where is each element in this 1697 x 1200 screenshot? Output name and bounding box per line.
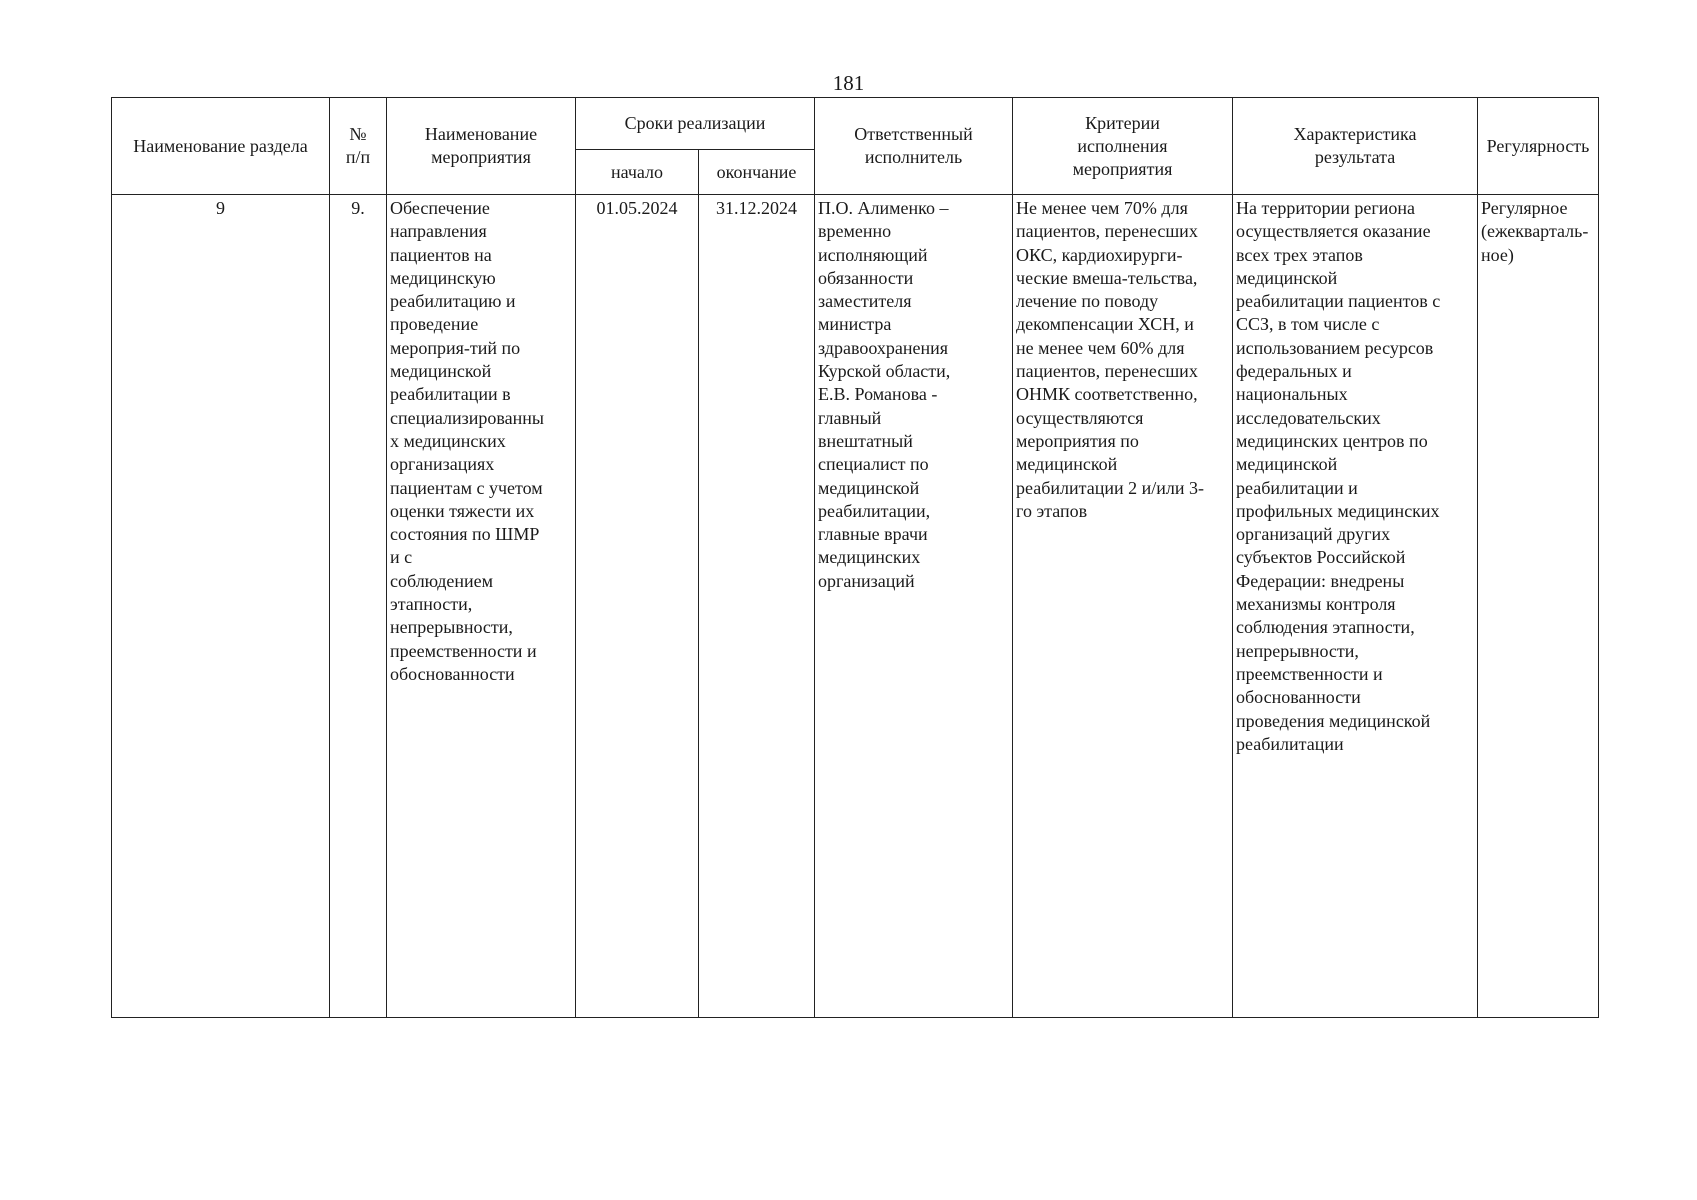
table-row xyxy=(112,195,1599,1018)
cell-regularity: Регулярное (ежекварталь- ное) xyxy=(1478,195,1599,1018)
cell-responsible: П.О. Алименко – временно исполняющий обязанности заместителя министра здравоохранения Курской области, Е.В. Романова - главный внештатный специалист по медицинской реабилитации, главные врачи медицинских организаций xyxy=(815,195,1013,1018)
table-header xyxy=(112,98,1599,195)
header-regularity: Регулярность xyxy=(1478,98,1599,195)
cell-criteria: Не менее чем 70% для пациентов, перенесших ОКС, кардиохирурги- ческие вмеша-тельства, лечение по поводу декомпенсации ХСН, и не менее чем 60% для пациентов, перенесших ОНМК соответственно, осуществляются мероприятия по медицинской реабилитации 2 и/или 3- го этапов xyxy=(1013,195,1233,1018)
cell-section: 9 xyxy=(112,195,330,1018)
header-result: Характеристика результата xyxy=(1233,98,1478,195)
header-section-name: Наименование раздела xyxy=(112,98,330,195)
cell-number: 9. xyxy=(330,195,387,1018)
header-event-name: Наименование мероприятия xyxy=(387,98,576,195)
header-end: окончание xyxy=(699,150,815,195)
cell-start-date: 01.05.2024 xyxy=(576,195,699,1018)
cell-result: На территории региона осуществляется оказание всех трех этапов медицинской реабилитации пациентов с ССЗ, в том числе с использованием ресурсов федеральных и национальных исследовательских медицинских центров по медицинской реабилитации и профильных медицинских организаций других субъектов Российской Федерации: внедрены механизмы контроля соблюдения этапности, непрерывности, преемственности и обоснованности проведения медицинской реабилитации xyxy=(1233,195,1478,1018)
cell-event: Обеспечение направления пациентов на медицинскую реабилитацию и проведение мероприя-тий по медицинской реабилитации в специализированны х медицинских организациях пациентам с учетом оценки тяжести их состояния по ШМР и с соблюдением этапности, непрерывности, преемственности и обоснованности xyxy=(387,195,576,1018)
activity-plan-table xyxy=(111,97,1599,1018)
header-start: начало xyxy=(576,150,699,195)
header-responsible: Ответственный исполнитель xyxy=(815,98,1013,195)
header-number: № п/п xyxy=(330,98,387,195)
page-number: 181 xyxy=(832,71,865,95)
header-criteria: Критерии исполнения мероприятия xyxy=(1013,98,1233,195)
header-timeline: Сроки реализации xyxy=(576,98,815,150)
cell-end-date: 31.12.2024 xyxy=(699,195,815,1018)
